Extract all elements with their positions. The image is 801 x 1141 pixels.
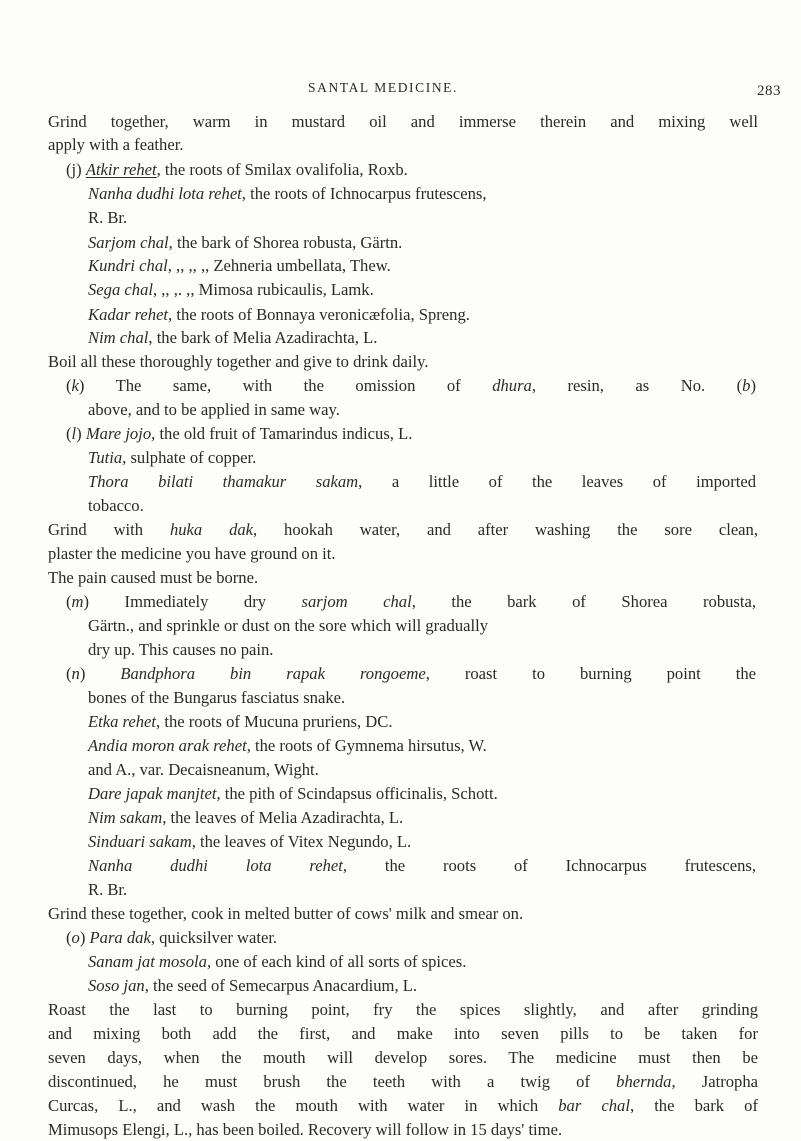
text-line xyxy=(88,615,488,637)
italic-term: Dare japak manjtet xyxy=(88,784,217,803)
page-header xyxy=(0,80,801,104)
text-line xyxy=(48,1119,562,1141)
text-run: Boil all these thoroughly together and give to drink daily. xyxy=(48,352,429,371)
text-run: ) xyxy=(750,376,756,395)
text-line xyxy=(88,183,486,205)
text-line xyxy=(88,759,319,781)
italic-term: huka dak xyxy=(169,520,254,539)
text-run: ( xyxy=(66,928,72,947)
text-run: ) xyxy=(79,664,121,683)
italic-term: Soso jan xyxy=(88,976,145,995)
text-run: Grind together, warm in mustard oil and immerse therein and mixing well xyxy=(48,112,758,131)
text-run: bones of the Bungarus fasciatus snake. xyxy=(88,688,346,707)
text-run: ) xyxy=(76,424,86,443)
text-run: , the bark of Shorea robusta, xyxy=(411,592,757,611)
text-line xyxy=(66,927,277,949)
italic-term: Nanha dudhi lota rehet xyxy=(88,184,242,203)
text-line xyxy=(88,855,756,877)
text-run: Roast the last to burning point, fry the spices slightly, and after grinding xyxy=(48,1000,758,1019)
text-run: ) The same, with the omission of xyxy=(78,376,493,395)
text-run: Grind with xyxy=(48,520,170,539)
text-run: dry up. This causes no pain. xyxy=(88,640,274,659)
italic-term: o xyxy=(71,928,80,947)
text-run: , ,, ,. ,, Mimosa rubicaulis, Lamk. xyxy=(152,280,374,299)
text-run: , the roots of Ichnocarpus frutescens, xyxy=(342,856,756,875)
text-line xyxy=(88,831,411,853)
text-line xyxy=(88,304,470,326)
italic-term: Sanam jat mosola xyxy=(88,952,207,971)
italic-term: Sinduari sakam xyxy=(88,832,192,851)
text-run: , the roots of Mucuna pruriens, DC. xyxy=(156,712,393,731)
text-line xyxy=(48,134,183,156)
text-line xyxy=(88,975,417,997)
text-run: Grind these together, cook in melted butter of cows' milk and smear on. xyxy=(48,904,524,923)
text-line xyxy=(88,687,345,709)
italic-term: n xyxy=(71,664,80,683)
running-head: SANTAL MEDICINE. xyxy=(308,80,459,95)
italic-term: Bandphora bin rapak rongoeme xyxy=(120,664,426,683)
text-line xyxy=(48,111,758,133)
text-run: above, and to be applied in same way. xyxy=(88,400,340,419)
text-line xyxy=(48,543,336,565)
text-line xyxy=(88,279,374,301)
text-run: , the roots of Ichnocarpus frutescens, xyxy=(241,184,487,203)
text-run: Gärtn., and sprinkle or dust on the sore which will gradually xyxy=(88,616,489,635)
italic-term: Mare jojo xyxy=(85,424,152,443)
text-run: , the bark of Melia Azadirachta, L. xyxy=(148,328,378,347)
text-run: , Jatropha xyxy=(671,1072,759,1091)
text-run: , hookah water, and after washing the sore clean, xyxy=(253,520,758,539)
text-run: R. Br. xyxy=(88,880,128,899)
text-line xyxy=(88,207,127,229)
text-run: , the roots of Bonnaya veronicæfolia, Spreng. xyxy=(168,305,470,324)
text-run: , one of each kind of all sorts of spices. xyxy=(206,952,467,971)
text-run: ( xyxy=(66,376,72,395)
text-run: and A., var. Decaisneanum, Wight. xyxy=(88,760,319,779)
text-line xyxy=(66,591,756,613)
text-line xyxy=(48,903,523,925)
italic-term: sarjom chal xyxy=(301,592,412,611)
text-line xyxy=(88,807,403,829)
text-run: , ,, ,, ,, Zehneria umbellata, Thew. xyxy=(167,256,391,275)
text-run: ) Immediately dry xyxy=(83,592,302,611)
text-run: , a little of the leaves of imported xyxy=(358,472,756,491)
text-line xyxy=(48,519,758,541)
italic-term: bar chal xyxy=(558,1096,630,1115)
text-run: discontinued, he must brush the teeth with a twig of xyxy=(48,1072,617,1091)
text-line xyxy=(88,735,487,757)
text-run: , the roots of Smilax ovalifolia, Roxb. xyxy=(156,160,408,179)
text-run: plaster the medicine you have ground on it. xyxy=(48,544,336,563)
text-run: , the leaves of Melia Azadirachta, L. xyxy=(162,808,404,827)
text-run: , resin, as No. ( xyxy=(531,376,743,395)
text-line xyxy=(88,639,273,661)
italic-term: Para dak xyxy=(89,928,151,947)
text-line xyxy=(48,1095,758,1117)
italic-term: Sarjom chal xyxy=(88,233,169,252)
text-run: apply with a feather. xyxy=(48,135,184,154)
italic-term: Etka rehet xyxy=(88,712,157,731)
text-line xyxy=(88,951,466,973)
italic-term: Kundri chal xyxy=(88,256,168,275)
italic-term: Tutia xyxy=(88,448,123,467)
italic-term: b xyxy=(742,376,751,395)
text-run: , the bark of Shorea robusta, Gärtn. xyxy=(168,233,403,252)
text-line xyxy=(66,423,412,445)
text-run: R. Br. xyxy=(88,208,128,227)
text-line xyxy=(48,1071,758,1093)
text-run: , the pith of Scindapsus officinalis, Schott. xyxy=(216,784,498,803)
text-line xyxy=(48,1023,758,1045)
italic-term: Nanha dudhi lota rehet xyxy=(88,856,343,875)
text-line xyxy=(48,999,758,1021)
text-run: and mixing both add the first, and make into seven pills to be taken for xyxy=(48,1024,758,1043)
text-run: tobacco. xyxy=(88,496,144,515)
text-line xyxy=(88,255,391,277)
text-run: , roast to burning point the xyxy=(425,664,756,683)
italic-term: Andia moron arak rehet xyxy=(88,736,247,755)
italic-term: k xyxy=(71,376,79,395)
text-run: (j) xyxy=(66,160,86,179)
italic-term: Atkir rehet xyxy=(85,160,157,179)
text-run: ( xyxy=(66,664,72,683)
italic-term: l xyxy=(71,424,77,443)
text-line xyxy=(88,399,340,421)
italic-term: Nim chal xyxy=(88,328,149,347)
italic-term: Kadar rehet xyxy=(88,305,169,324)
text-line xyxy=(88,495,144,517)
text-line xyxy=(88,327,377,349)
italic-term: dhura xyxy=(492,376,532,395)
italic-term: Thora bilati thamakur sakam xyxy=(88,472,359,491)
text-line xyxy=(48,1047,758,1069)
text-run: , the bark of xyxy=(629,1096,758,1115)
text-run: , the old fruit of Tamarindus indicus, L. xyxy=(151,424,413,443)
text-run: , quicksilver water. xyxy=(150,928,278,947)
text-run: ) xyxy=(79,928,90,947)
text-line xyxy=(88,783,498,805)
text-line xyxy=(48,351,429,373)
text-run: , sulphate of copper. xyxy=(122,448,257,467)
page-number: 283 xyxy=(757,83,781,99)
text-run: seven days, when the mouth will develop sores. The medicine must then be xyxy=(48,1048,758,1067)
text-run: Mimusops Elengi, L., has been boiled. Recovery will follow in 15 days' time. xyxy=(48,1120,563,1139)
text-run: , the leaves of Vitex Negundo, L. xyxy=(191,832,412,851)
text-line xyxy=(66,375,756,397)
text-run: ( xyxy=(66,424,72,443)
text-run: ( xyxy=(66,592,72,611)
text-line xyxy=(88,879,127,901)
text-line xyxy=(66,159,408,181)
text-run: Curcas, L., and wash the mouth with water in which xyxy=(48,1096,559,1115)
italic-term: Nim sakam xyxy=(88,808,163,827)
italic-term: bhernda xyxy=(616,1072,672,1091)
text-line xyxy=(88,447,256,469)
italic-term: Sega chal xyxy=(88,280,153,299)
italic-term: m xyxy=(71,592,84,611)
text-run: , the seed of Semecarpus Anacardium, L. xyxy=(144,976,418,995)
text-line xyxy=(88,711,392,733)
text-line xyxy=(88,232,402,254)
text-run: , the roots of Gymnema hirsutus, W. xyxy=(246,736,487,755)
text-line xyxy=(88,471,756,493)
text-run: The pain caused must be borne. xyxy=(48,568,259,587)
text-line xyxy=(48,567,258,589)
text-line xyxy=(66,663,756,685)
